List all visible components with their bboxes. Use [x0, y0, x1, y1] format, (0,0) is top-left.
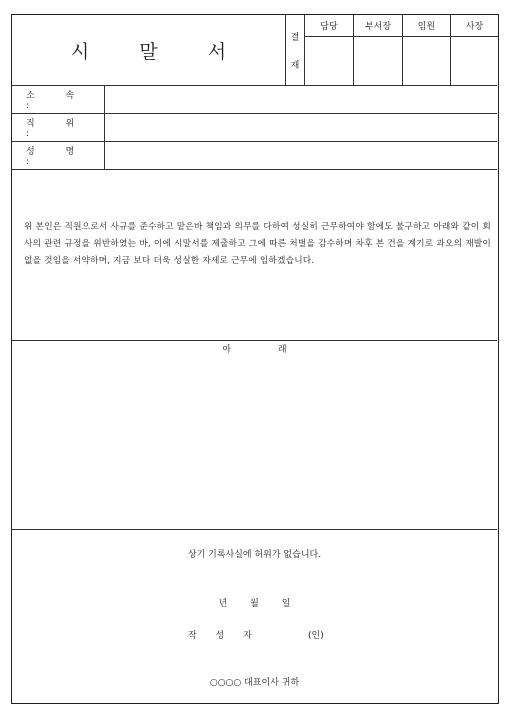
approval-sign-manager[interactable] — [354, 37, 403, 86]
field-value-position[interactable] — [105, 114, 497, 141]
footer-block — [12, 530, 497, 703]
approval-head-staff: 담당 — [305, 15, 354, 37]
recipient-line: ○○○○ 대표이사 귀하 — [209, 678, 300, 688]
field-label-department: 소 속 : — [12, 86, 105, 113]
field-value-department[interactable] — [105, 86, 497, 113]
confirmation-text: 상기 기록사실에 허위가 없습니다. — [187, 550, 322, 560]
approval-label — [286, 15, 305, 86]
details-section — [12, 341, 497, 530]
field-value-name[interactable] — [105, 142, 497, 169]
document-title: 시 말 서 — [70, 41, 249, 63]
field-row-department — [12, 86, 497, 114]
date-line: 년 월 일 — [218, 599, 301, 609]
field-label-position: 직 위 : — [12, 114, 105, 141]
field-label-name: 성 명 : — [12, 142, 105, 169]
approval-sign-executive[interactable] — [403, 37, 451, 86]
approval-block — [285, 15, 497, 86]
details-title: 아 래 — [222, 345, 309, 355]
approval-sign-president[interactable] — [451, 37, 498, 86]
header-block — [12, 15, 497, 86]
author-label: 작 성 자 — [188, 631, 260, 641]
seal-mark: (인) — [308, 631, 324, 641]
approval-label-bottom: 재 — [290, 60, 300, 71]
approval-head-manager: 부서장 — [354, 15, 403, 37]
approval-sign-staff[interactable] — [305, 37, 354, 86]
statement-text: 위 본인은 직원으로서 사규를 준수하고 맡은바 책임과 의무를 다하여 성실히 근무하여야 함에도 불구하고 아래와 같이 회사의 관련 규정을 위반하였는 바, 이에 시말서를 제출하고 그에 따른 처벌을 감수하며 차후 본 건을 계기로 과오의 재발이 없을 것임을 서약하며, 지금 보다 더욱 성실한 자세로 근무에 임하겠습니다. — [12, 171, 497, 341]
approval-grid — [305, 15, 498, 86]
field-row-position — [12, 114, 497, 142]
field-row-name — [12, 142, 497, 170]
resignation-statement-form — [11, 14, 499, 704]
approval-label-top: 결 — [290, 33, 300, 44]
approval-head-executive: 임원 — [403, 15, 451, 37]
approval-head-president: 사장 — [451, 15, 498, 37]
